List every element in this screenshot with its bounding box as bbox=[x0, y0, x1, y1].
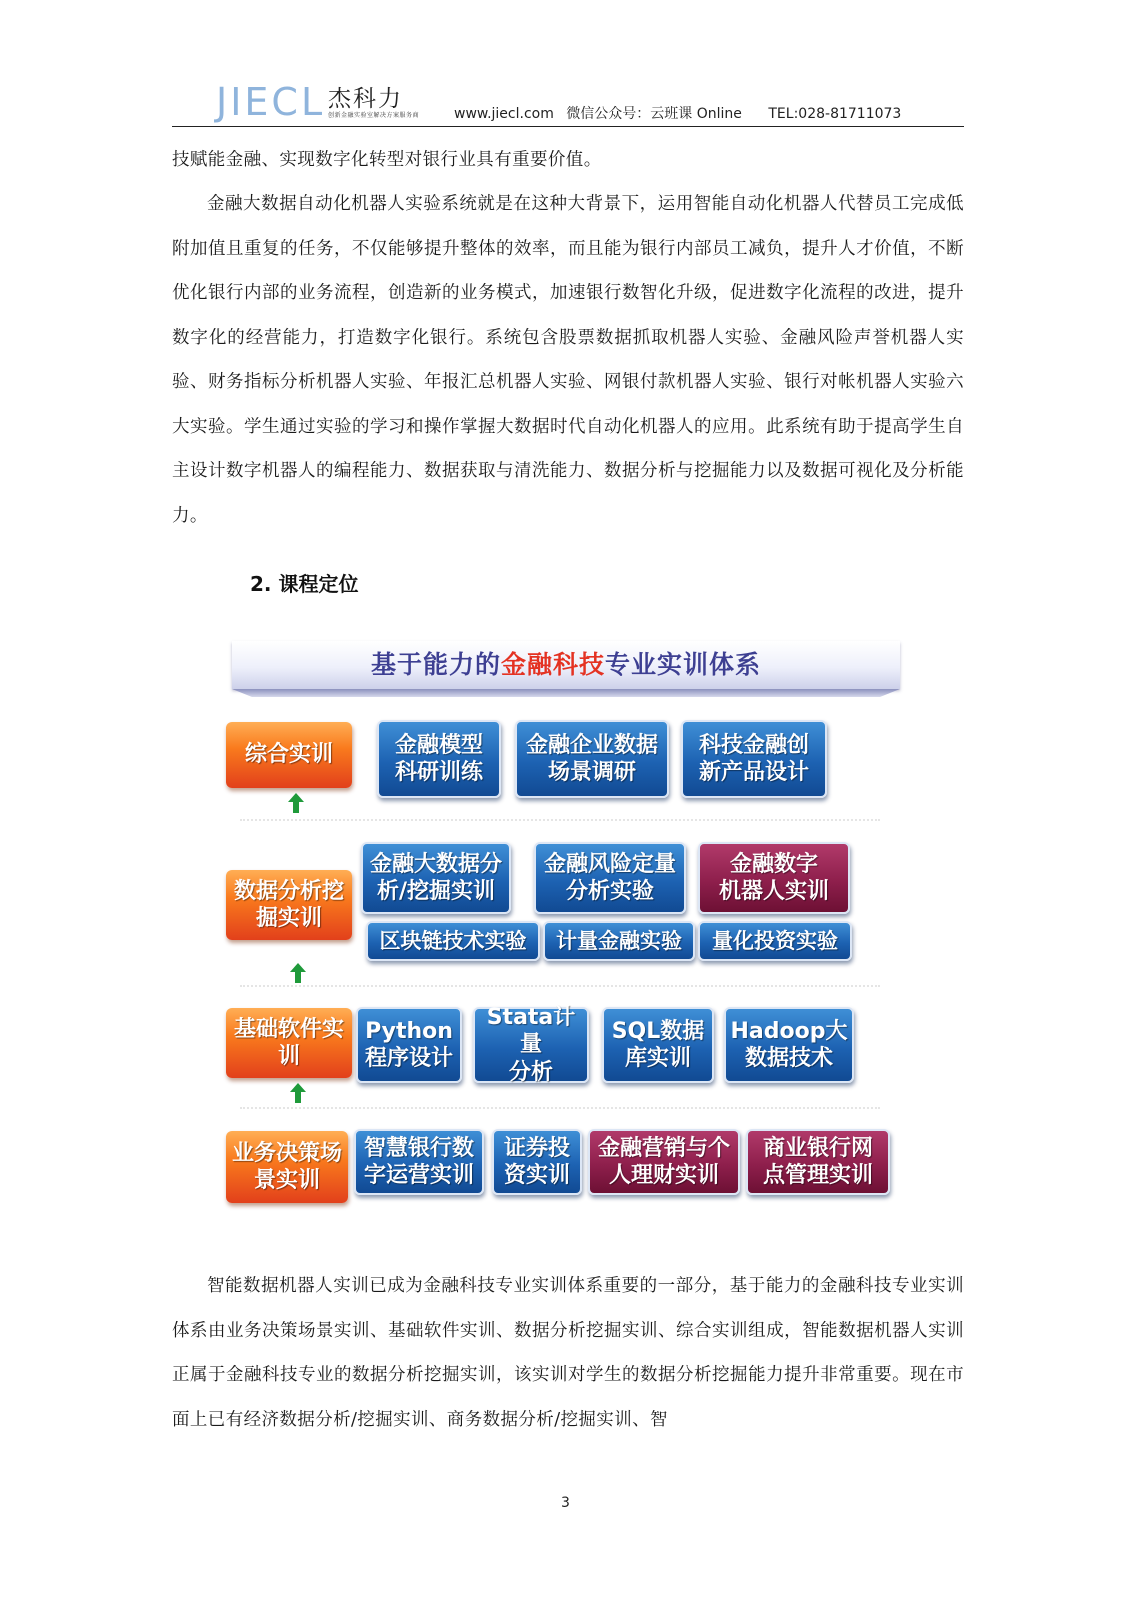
header-divider bbox=[172, 126, 964, 127]
diagram-title-highlight: 金融科技 bbox=[500, 650, 605, 679]
page-header bbox=[172, 76, 964, 126]
row-divider bbox=[240, 1107, 880, 1109]
row-divider bbox=[240, 985, 880, 987]
paragraph-3: 智能数据机器人实训已成为金融科技专业实训体系重要的一部分，基于能力的金融科技专业实训体系由业务决策场景实训、基础软件实训、数据分析挖掘实训、综合实训组成，智能数据机器人实训正属于金融科技专业的数据分析挖掘实训，该实训对学生的数据分析挖掘能力提升非常重要。现在市面上已有经济数据分析/挖掘实训、商务数据分析/挖掘实训、智 bbox=[172, 1276, 964, 1430]
header-contact bbox=[454, 103, 901, 123]
paragraph-1: 技赋能金融、实现数字化转型对银行业具有重要价值。 bbox=[172, 150, 602, 170]
logo-tagline: 创新金融实验室解决方案服务商 bbox=[328, 112, 420, 119]
page-number: 3 bbox=[561, 1495, 570, 1511]
tile-blockchain-experiment: 区块链技术实验 bbox=[366, 921, 540, 961]
paragraph-2: 金融大数据自动化机器人实验系统就是在这种大背景下，运用智能自动化机器人代替员工完成低附加值且重复的任务，不仅能够提升整体的效率，而且能为银行内部员工减负，提升人才价值，不断优化银行内部的业务流程，创造新的业务模式，加速银行数智化升级，促进数字化流程的改进，提升数字化的经营能力，打造数字化银行。系统包含股票数据抓取机器人实验、金融风险声誉机器人实验、财务指标分析机器人实验、年报汇总机器人实验、网银付款机器人实验、银行对帐机器人实验六大实验。学生通过实验的学习和操作掌握大数据时代自动化机器人的应用。此系统有助于提高学生自主设计数字机器人的编程能力、数据获取与清洗能力、数据分析与挖掘能力以及数据可视化及分析能力。 bbox=[172, 194, 964, 526]
wechat-account: 微信公众号：云班课 Online bbox=[566, 106, 742, 122]
logo-chinese-name: 杰科力 bbox=[328, 86, 403, 112]
tile-enterprise-data-research: 金融企业数据 场景调研 bbox=[515, 720, 669, 798]
row-divider bbox=[240, 819, 880, 821]
up-arrow-icon bbox=[290, 1083, 306, 1103]
diagram-banner-shadow bbox=[232, 689, 900, 697]
tile-smart-bank-operation: 智慧银行数 字运营实训 bbox=[354, 1129, 484, 1195]
tile-hadoop-big-data: Hadoop大 数据技术 bbox=[724, 1007, 854, 1083]
row-label-comprehensive bbox=[226, 722, 352, 788]
logo-text: JIECL bbox=[216, 80, 326, 124]
diagram-title-banner bbox=[232, 641, 900, 689]
tile-sql-database: SQL数据 库实训 bbox=[602, 1007, 714, 1083]
tile-bank-branch-management: 商业银行网 点管理实训 bbox=[746, 1129, 890, 1195]
tile-digital-robot-training: 金融数字 机器人实训 bbox=[698, 842, 850, 914]
diagram-title-prefix: 基于能力的 bbox=[370, 650, 501, 679]
tile-stata-econometrics: Stata计量 分析 bbox=[473, 1007, 589, 1083]
diagram-title-suffix: 专业实训体系 bbox=[605, 650, 762, 679]
website-url: www.jiecl.com bbox=[454, 106, 554, 122]
row-label-line: 综合实训 bbox=[244, 742, 333, 768]
training-system-diagram bbox=[230, 635, 900, 1235]
up-arrow-icon bbox=[288, 793, 304, 813]
tile-fintech-product-design: 科技金融创 新产品设计 bbox=[681, 720, 827, 798]
row-label-data-analysis: 数据分析挖掘实训 bbox=[226, 870, 352, 940]
up-arrow-icon bbox=[290, 963, 306, 983]
tile-securities-investment: 证券投 资实训 bbox=[492, 1129, 582, 1195]
tile-marketing-wealth-management: 金融营销与个 人理财实训 bbox=[588, 1129, 740, 1195]
row-label-business-decision: 业务决策场景实训 bbox=[226, 1131, 348, 1203]
section-title: 2. 课程定位 bbox=[250, 572, 359, 596]
tile-econometric-finance-experiment: 计量金融实验 bbox=[543, 921, 695, 961]
telephone: TEL:028-81711073 bbox=[768, 106, 902, 122]
tile-risk-quantitative-analysis: 金融风险定量 分析实验 bbox=[534, 842, 686, 914]
row-label-basic-software: 基础软件实训 bbox=[226, 1008, 352, 1078]
tile-financial-model-research: 金融模型 科研训练 bbox=[377, 720, 501, 798]
tile-quant-investment-experiment: 量化投资实验 bbox=[698, 921, 852, 961]
tile-python-programming: Python 程序设计 bbox=[356, 1007, 462, 1083]
tile-big-data-analysis: 金融大数据分 析/挖掘实训 bbox=[361, 842, 511, 914]
